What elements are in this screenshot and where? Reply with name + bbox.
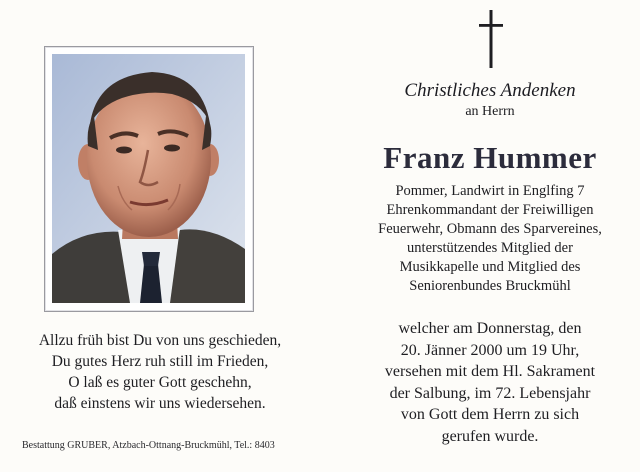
portrait-frame xyxy=(44,46,254,312)
poem xyxy=(0,330,320,414)
death-line: gerufen wurde. xyxy=(441,427,539,445)
bio-line: Musikkapelle und Mitglied des xyxy=(399,259,581,275)
undertaker-credit: Bestattung GRUBER, Atzbach-Ottnang-Bruckmühl, Tel.: 8403 xyxy=(22,440,275,451)
poem-line: daß einstens wir uns wiedersehen. xyxy=(54,395,266,412)
memorial-subheading: an Herrn xyxy=(465,104,515,119)
death-line: 20. Jänner 2000 um 19 Uhr, xyxy=(400,341,580,359)
bio-line: Seniorenbundes Bruckmühl xyxy=(409,278,571,294)
poem-line: Allzu früh bist Du von uns geschieden, xyxy=(38,332,282,349)
portrait-photo xyxy=(52,54,245,303)
portrait-illustration xyxy=(52,54,245,303)
death-notice xyxy=(340,318,640,447)
bio-line: Feuerwehr, Obmann des Sparvereines, xyxy=(378,221,602,237)
poem-line: Du gutes Herz ruh still im Frieden, xyxy=(51,353,269,370)
bio-line: Pommer, Landwirt in Englfing 7 xyxy=(395,183,585,199)
poem-line: O laß es guter Gott geschehn, xyxy=(68,374,252,391)
death-line: welcher am Donnerstag, den xyxy=(398,320,582,337)
biography xyxy=(340,182,640,296)
death-line: versehen mit dem Hl. Sakrament xyxy=(384,363,596,380)
memorial-heading: Christliches Andenken xyxy=(404,80,576,101)
death-line: von Gott dem Herrn zu sich xyxy=(400,406,580,423)
bio-line: unterstützendes Mitglied der xyxy=(407,240,573,256)
deceased-name: Franz Hummer xyxy=(383,140,597,175)
cross-icon xyxy=(477,10,505,68)
bio-line: Ehrenkommandant der Freiwilligen xyxy=(386,202,594,218)
death-line: der Salbung, im 72. Lebensjahr xyxy=(389,384,591,402)
